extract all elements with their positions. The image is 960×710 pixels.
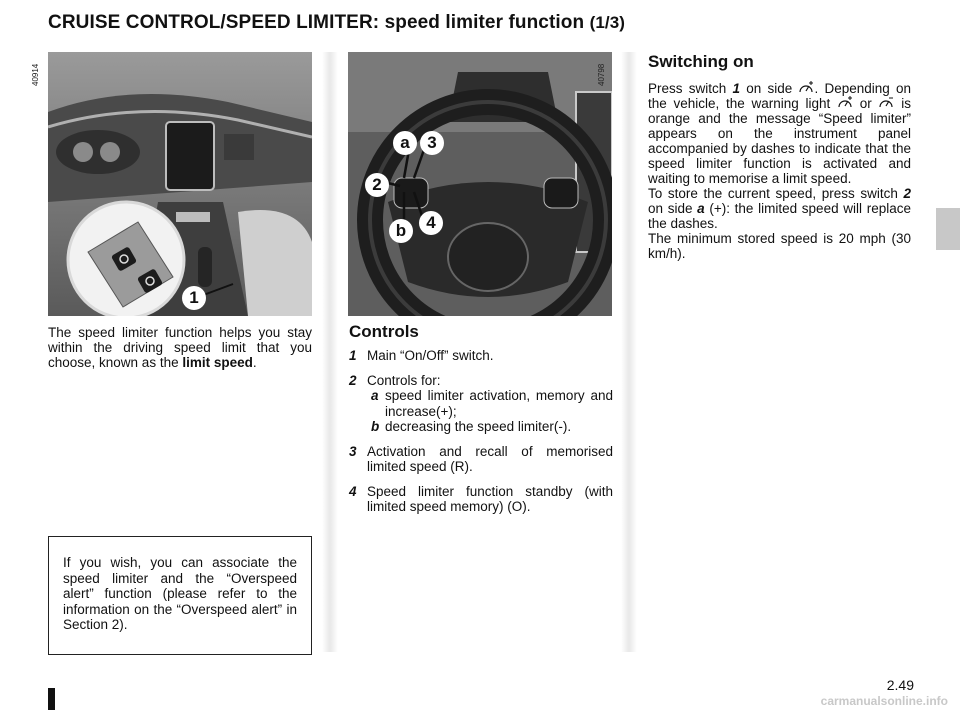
control-subitem-b [367,419,613,435]
callout-4: 4 [419,211,443,235]
callout-b: b [389,219,413,243]
control-text: Controls for: [367,372,441,388]
dashboard-illustration [48,52,312,316]
control-number: 3 [349,443,357,459]
p2-b: on side [648,201,693,216]
control-text: Main “On/Off” switch. [367,348,494,363]
dashboard-photo [48,52,312,316]
column-separator-left [322,52,338,652]
column-separator-right [621,52,637,652]
photo-code-middle: 40798 [597,63,606,86]
control-text: Speed limiter function standby (with limited speed memory) (O). [367,483,613,514]
p1-d: or [859,96,872,111]
watermark: carmanualsonline.info [820,694,948,708]
intro-paragraph [48,325,312,370]
callout-2: 2 [365,173,389,197]
p1-e: is orange and the message “Speed limiter” appears on the instrument panel accompanied by dashes to indicate that the speed limiter function is activated and waiting to memorise a limit speed. [648,96,911,186]
intro-limit-speed: limit speed [182,355,253,370]
p1-c: . Depending on the vehicle, the warning light [648,81,911,111]
p1-a: Press switch [648,81,727,96]
p3: The minimum stored speed is 20 mph (30 km/h). [648,231,911,261]
p2-switch-number: 2 [903,186,911,201]
callout-a: a [393,131,417,155]
subitem-letter: b [371,419,380,434]
p1-switch-number: 1 [732,81,740,96]
control-text: Activation and recall of memorised limited speed (R). [367,443,613,474]
subitem-letter: a [371,388,379,403]
switching-on-heading: Switching on [648,52,754,71]
controls-list [349,348,613,524]
note-box [48,536,312,655]
section-tab [936,208,960,250]
p2-a: To store the current speed, press switch [648,186,898,201]
intro-text: The speed limiter function helps you stay within the driving speed limit that you choose, known as the [48,325,312,370]
control-number: 4 [349,483,357,499]
speed-limiter-warning-icon-alt [878,96,894,110]
note-text: If you wish, you can associate the speed limiter and the “Overspeed alert” function (please refer to the information on the “Overspeed alert” in Section 2). [63,555,297,632]
photo-code-left: 40914 [31,63,40,86]
subitem-text: decreasing the speed limiter(-). [385,419,572,434]
control-item-4 [349,484,613,515]
speed-limiter-icon [798,81,814,95]
callout-1: 1 [182,286,206,310]
steering-wheel-photo [348,52,612,316]
p1-b: on side [746,81,793,96]
callout-3: 3 [420,131,444,155]
subitem-text: speed limiter activation, memory and increase(+); [385,388,613,419]
control-item-1 [349,348,613,364]
intro-end: . [252,355,257,370]
control-subitem-a [367,388,613,419]
control-number: 1 [349,348,357,363]
page-title [48,12,625,34]
controls-heading: Controls [349,322,419,341]
p2-c: (+): the limited speed will replace the dashes. [648,201,911,231]
control-item-3 [349,444,613,475]
page-part: (1/3) [589,13,626,32]
page-title-text: CRUISE CONTROL/SPEED LIMITER: speed limiter function [48,12,585,33]
p2-side-letter: a [697,201,705,216]
speed-limiter-warning-icon [837,96,853,110]
control-item-2 [349,373,613,435]
page-number: 2.49 [886,677,914,693]
corner-mark [48,688,55,710]
switching-on-paragraph [648,81,911,261]
control-number: 2 [349,372,357,388]
